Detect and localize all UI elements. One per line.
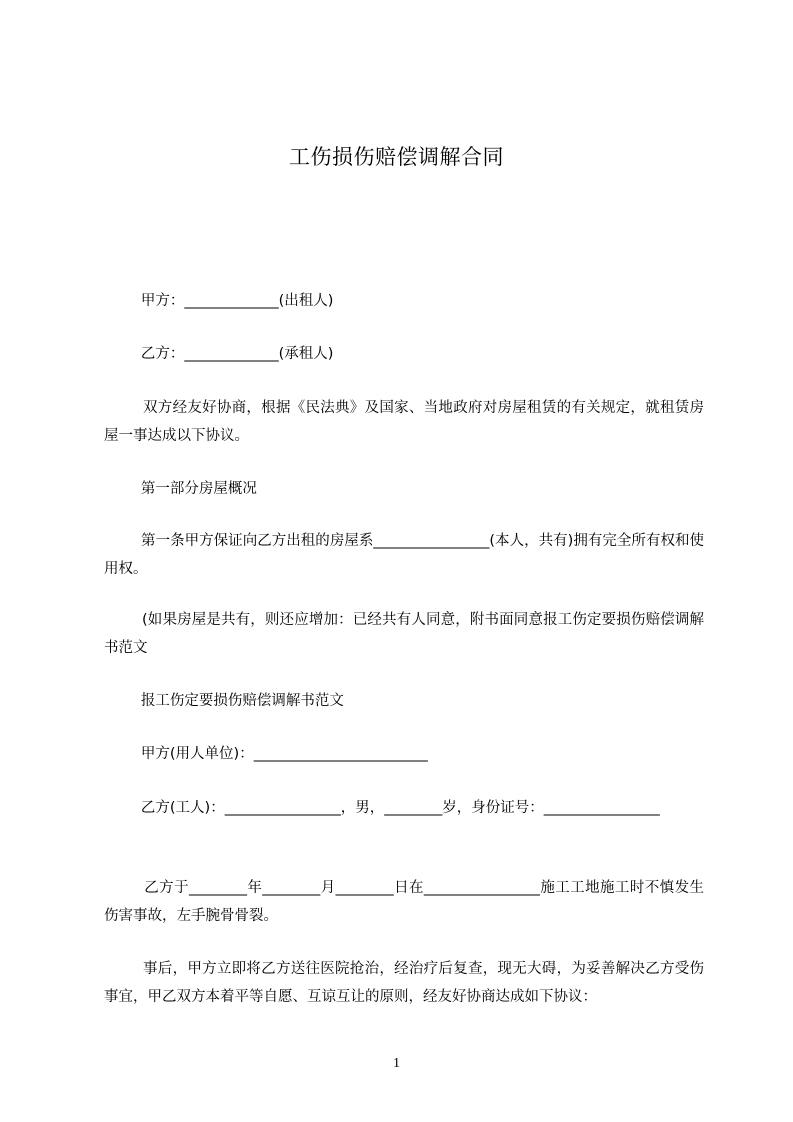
employer-line: 甲方(用人单位)：________________________ bbox=[104, 746, 428, 762]
page-number: 1 bbox=[393, 1056, 400, 1071]
settlement-paragraph: 事后，甲方立即将乙方送往医院抢治，经治疗后复查，现无大碍，为妥善解决乙方受伤事宜，甲乙双方本着平等自愿、互谅互让的原则，经友好协商达成如下协议： bbox=[104, 961, 704, 1005]
accident-paragraph: 乙方于________年________月________日在________________施工工地施工时不慎发生伤害事故，左手腕骨骨裂。 bbox=[104, 880, 704, 924]
section-heading: 第一部分房屋概况 bbox=[104, 481, 257, 497]
subheading: 报工伤定要损伤赔偿调解书范文 bbox=[104, 693, 344, 709]
article-one-paragraph: 第一条甲方保证向乙方出租的房屋系________________(本人，共有)拥有完全所有权和使用权。 bbox=[104, 533, 705, 577]
party-b-line: 乙方：_____________(承租人) bbox=[104, 346, 334, 362]
intro-paragraph: 双方经友好协商，根据《民法典》及国家、当地政府对房屋租赁的有关规定，就租赁房屋一事达成以下协议。 bbox=[104, 400, 704, 444]
co-ownership-paragraph: (如果房屋是共有，则还应增加：已经共有人同意，附书面同意报工伤定要损伤赔偿调解书范文 bbox=[104, 612, 704, 656]
party-a-line: 甲方：_____________(出租人) bbox=[104, 293, 334, 309]
worker-line: 乙方(工人)：________________，男，________岁，身份证号：________________ bbox=[104, 800, 660, 816]
document-title: 工伤损伤赔偿调解合同 bbox=[289, 145, 504, 169]
